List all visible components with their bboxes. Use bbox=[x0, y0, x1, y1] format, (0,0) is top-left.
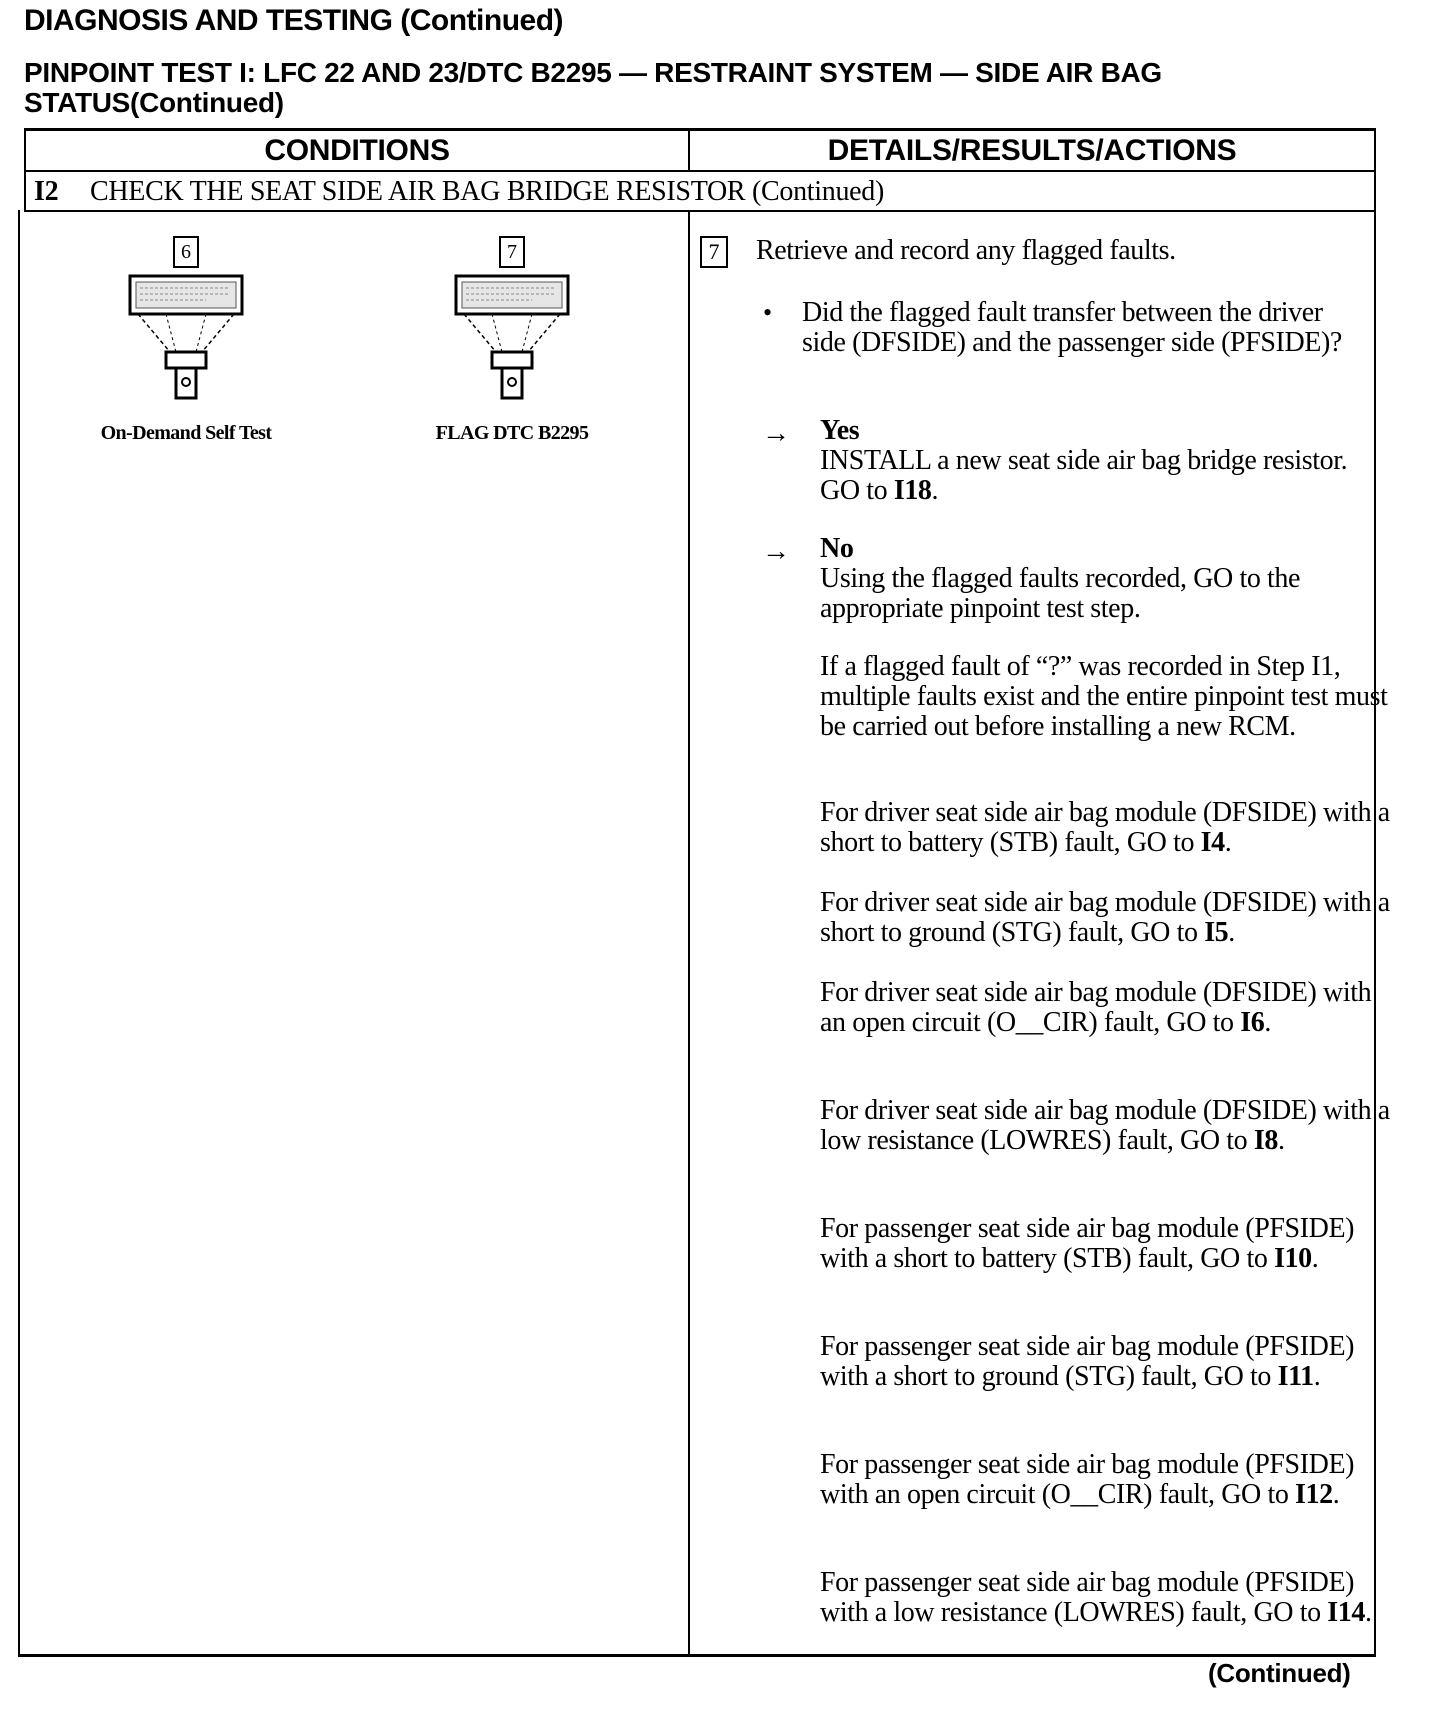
branch-end: . bbox=[1277, 1125, 1285, 1156]
condition-figure-7 bbox=[412, 236, 612, 445]
goto-step: I11 bbox=[1277, 1361, 1314, 1392]
branch-text: For passenger seat side air bag module (PFSIDE) with a short to ground (STG) fault, GO to bbox=[820, 1331, 1355, 1392]
no-label: No bbox=[820, 533, 854, 564]
no-note: If a flagged fault of “?” was recorded in Step I1, multiple faults exist and the entire pinpoint test must be carried out before installing a new RCM. bbox=[820, 651, 1388, 742]
branch-item bbox=[820, 1332, 1390, 1392]
branch-text: For passenger seat side air bag module (PFSIDE) with a low resistance (LOWRES) fault, GO to bbox=[820, 1567, 1355, 1628]
yes-end: . bbox=[931, 475, 939, 506]
figure-number: 6 bbox=[173, 236, 199, 268]
figure-caption: On-Demand Self Test bbox=[100, 422, 272, 444]
branch-end: . bbox=[1332, 1479, 1340, 1510]
branch-end: . bbox=[1264, 1007, 1271, 1038]
condition-figure-6 bbox=[86, 236, 286, 445]
figure-number: 7 bbox=[499, 236, 525, 268]
no-action: Using the flagged faults recorded, GO to the appropriate pinpoint test step. bbox=[820, 563, 1301, 624]
branch-end: . bbox=[1228, 917, 1235, 948]
branch-text: For driver seat side air bag module (DFSIDE) with a low resistance (LOWRES) fault, GO to bbox=[820, 1095, 1390, 1156]
branch-end: . bbox=[1224, 827, 1232, 858]
branch-item bbox=[820, 1096, 1390, 1156]
yes-label: Yes bbox=[820, 415, 860, 446]
pinpoint-test-title: PINPOINT TEST I: LFC 22 AND 23/DTC B2295 — RESTRAINT SYSTEM — SIDE AIR BAG STATUS(Continued) bbox=[24, 57, 1162, 118]
yes-action bbox=[820, 446, 1390, 506]
branch-text: For passenger seat side air bag module (PFSIDE) with a short to battery (STB) fault, GO to bbox=[820, 1213, 1355, 1274]
arrow-right-icon: → bbox=[762, 418, 790, 449]
arrow-right-icon: → bbox=[762, 536, 790, 567]
goto-step: I12 bbox=[1295, 1479, 1333, 1510]
branch-item bbox=[820, 888, 1390, 948]
bullet-icon: • bbox=[763, 298, 772, 327]
goto-step: I6 bbox=[1240, 1007, 1265, 1038]
branch-text: For driver seat side air bag module (DFSIDE) with a short to ground (STG) fault, GO to bbox=[820, 887, 1390, 948]
goto-step: I8 bbox=[1253, 1125, 1278, 1156]
figure-caption: FLAG DTC B2295 bbox=[435, 422, 589, 444]
branch-item bbox=[820, 1568, 1390, 1628]
goto-step: I14 bbox=[1327, 1597, 1365, 1628]
branch-item bbox=[820, 798, 1390, 858]
scan-tool-icon bbox=[452, 272, 572, 404]
branch-item bbox=[820, 1214, 1390, 1274]
question-text: Did the flagged fault transfer between the driver side (DFSIDE) and the passenger side (PFSIDE)? bbox=[802, 297, 1342, 358]
yes-text: INSTALL a new seat side air bag bridge resistor. GO to bbox=[820, 445, 1348, 506]
branch-text: For passenger seat side air bag module (PFSIDE) with an open circuit (O__CIR) fault, GO to bbox=[820, 1449, 1355, 1510]
branch-item bbox=[820, 978, 1390, 1038]
branch-end: . bbox=[1311, 1243, 1319, 1274]
goto-step: I4 bbox=[1200, 827, 1225, 858]
branch-item bbox=[820, 1450, 1390, 1510]
branch-text: For driver seat side air bag module (DFSIDE) with a short to battery (STB) fault, GO to bbox=[820, 797, 1390, 858]
branch-end: . bbox=[1364, 1597, 1372, 1628]
action-number: 7 bbox=[700, 236, 728, 268]
step-id: I2 bbox=[34, 176, 59, 207]
action-text: Retrieve and record any flagged faults. bbox=[756, 235, 1176, 266]
goto-step: I5 bbox=[1204, 917, 1229, 948]
branch-text: For driver seat side air bag module (DFSIDE) with an open circuit (O__CIR) fault, GO to bbox=[820, 977, 1372, 1038]
details-header: DETAILS/RESULTS/ACTIONS bbox=[827, 134, 1237, 167]
no-result bbox=[820, 534, 1390, 624]
page-title: DIAGNOSIS AND TESTING (Continued) bbox=[24, 4, 564, 37]
yes-result bbox=[820, 416, 1390, 506]
branch-end: . bbox=[1313, 1361, 1321, 1392]
step-title: CHECK THE SEAT SIDE AIR BAG BRIDGE RESISTOR (Continued) bbox=[90, 176, 884, 207]
conditions-header: CONDITIONS bbox=[264, 134, 450, 167]
goto-step: I18 bbox=[893, 475, 932, 506]
continued-label: (Continued) bbox=[1208, 1658, 1351, 1688]
step-row bbox=[34, 174, 884, 210]
goto-step: I10 bbox=[1274, 1243, 1312, 1274]
scan-tool-icon bbox=[126, 272, 246, 404]
